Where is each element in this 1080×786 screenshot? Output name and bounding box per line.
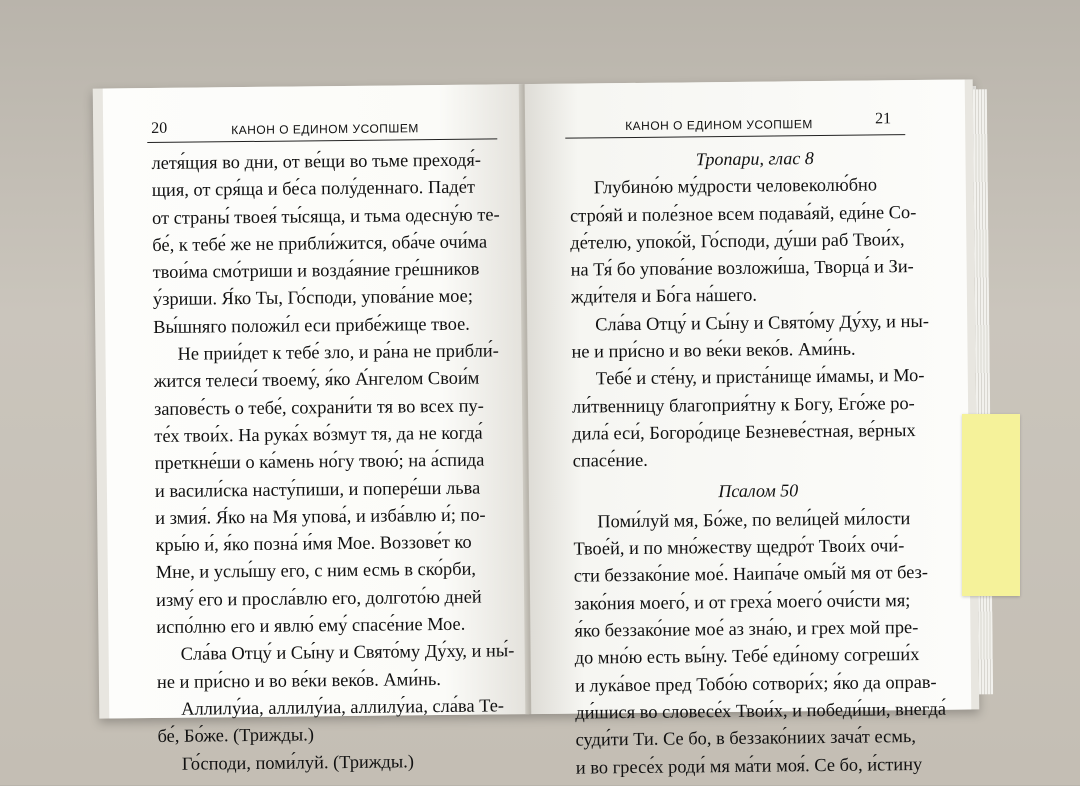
left-header-rule (147, 138, 497, 143)
troparia-text (570, 171, 944, 475)
text-line: испо́лню его и явлю́ ему́ спасе́ние Мое. (156, 613, 466, 638)
text-line: и во гресе́х роди́ мя ма́ти моя́. Се бо, и́стину (575, 753, 923, 778)
text-line: Сла́ва Отцу́ и Сы́ну и Свято́му Ду́ху, и ны- (595, 310, 929, 335)
text-line: преткне́ши о ка́мень но́гу твою́; на а́спида (154, 449, 485, 474)
text-line: кры́ю и́, я́ко позна́ и́мя Мое. Воззове́т ко (155, 531, 472, 556)
text-line: Го́споди, поми́луй. (Трижды.) (181, 750, 415, 774)
left-page-number: 20 (151, 119, 168, 138)
text-line: бе́, к тебе́ же не прибли́жится, оба́че очи́ма (152, 231, 488, 255)
text-line: летя́щия во дни, от ве́щи во тьме преходя́- (151, 149, 482, 174)
text-line: я́ко беззако́ние мое́ аз зна́ю, и грех мой пре- (574, 617, 919, 641)
text-line: бе́, Бо́же. (Трижды.) (157, 724, 315, 747)
left-page (103, 84, 530, 774)
text-line: жится телеси́ твоему́, я́ко А́нгелом Свои́м (153, 367, 480, 392)
right-page-number: 21 (874, 110, 892, 128)
text-line: зако́ния моего́, и от греха́ моего́ очи́сти мя; (574, 589, 911, 614)
left-page-text (151, 146, 515, 778)
text-line: Аллилу́иа, аллилу́иа, аллилу́иа, сла́ва Те- (181, 695, 505, 719)
right-page (525, 79, 972, 778)
open-book (93, 79, 980, 778)
left-running-head: КАНОН О ЕДИНОМ УСОПШЕМ (231, 121, 419, 138)
text-line: изму́ его и просла́влю его, долгото́ю дней (155, 586, 482, 610)
text-line: и васили́ска насту́пиши, и попере́ши льва (154, 477, 481, 501)
text-line: стро́яй и поле́зное всем подава́яй, еди́не Со- (569, 201, 917, 226)
text-line: от страны́ твоея́ ты́сяща, и тьма одесну́ю те- (151, 203, 500, 228)
text-line: и змия́. Я́ко на Мя упова́, и изба́влю и́; по- (155, 504, 486, 528)
text-line: Тебе́ и сте́ну, и приста́нище и́мамы, и Мо- (595, 365, 925, 389)
text-line: Вы́шняго положи́л еси прибе́жище твое. (153, 313, 470, 337)
text-line: на Тя́ бо упова́ние возложи́ша, Творца́ и Зи- (570, 256, 914, 280)
page-edges (973, 89, 993, 694)
troparia-title: Тропари, глас 8 (695, 148, 814, 170)
text-line: до мно́ю есть вы́ну. Тебе́ еди́ному согреши́х (574, 644, 920, 668)
text-line: жди́теля и Бо́га на́шего. (570, 285, 758, 308)
text-line: щия, от сря́ща и бе́са полу́деннаго. Паде́т (151, 176, 476, 201)
text-line: Мне, и услы́шу его, с ним есмь в ско́рби, (155, 559, 477, 583)
text-line: и лука́вое пред Тобо́ю сотвори́х; я́ко да оправ- (574, 671, 937, 696)
text-line: суди́ти Ти. Се бо, в беззако́ниих зача́т есмь, (575, 726, 916, 750)
text-line: Твое́й, и по мно́жеству щедро́т Твои́х очи́- (573, 535, 905, 559)
text-line: те́х твои́х. На рука́х во́змут тя, да не когда́ (154, 422, 483, 446)
psalm-text (573, 505, 946, 782)
text-line: Не прии́дет к тебе́ зло, и ра́на не прибли́- (177, 340, 499, 364)
text-line: ди́шися во словесе́х Твои́х, и победи́ши, внегда́ (575, 698, 947, 723)
text-line: не и при́сно и во ве́ки веко́в. Ами́нь. (156, 668, 442, 692)
text-line: Глубино́ю му́дрости человеколю́бно (593, 174, 878, 198)
text-line: запове́сть о тебе́, сохрани́ти тя во всех пу- (153, 395, 484, 419)
text-line: Поми́луй мя, Бо́же, по вели́цей ми́лости (597, 507, 911, 532)
text-line: твои́ма смо́триши и возда́яние гре́шников (152, 258, 480, 283)
text-line: де́телю, упоко́й, Го́споди, ду́ши раб Твои́х, (570, 229, 905, 253)
right-header-rule (565, 134, 905, 139)
right-page-text (569, 144, 946, 782)
text-line: не и при́сно и во ве́ки веко́в. Ами́нь. (571, 338, 856, 362)
text-line: у́зриши. Я́ко Ты, Го́споди, упова́ние мое; (152, 286, 473, 310)
psalm-title: Псалом 50 (718, 479, 799, 501)
text-line: дила́ еси́, Богоро́дице Безневе́стная, ве́рных (572, 419, 916, 444)
text-line: сти беззако́ние мое́. Наипа́че омы́й мя от без- (573, 562, 929, 587)
text-line: спасе́ние. (572, 450, 648, 471)
text-line: ли́твенницу благоприя́тну к Богу, Его́же ро- (571, 392, 915, 417)
sticky-note-tab (962, 414, 1020, 596)
right-running-head: КАНОН О ЕДИНОМ УСОПШЕМ (625, 117, 813, 134)
text-line: Сла́ва Отцу́ и Сы́ну и Свято́му Ду́ху, и ны́- (180, 640, 515, 665)
